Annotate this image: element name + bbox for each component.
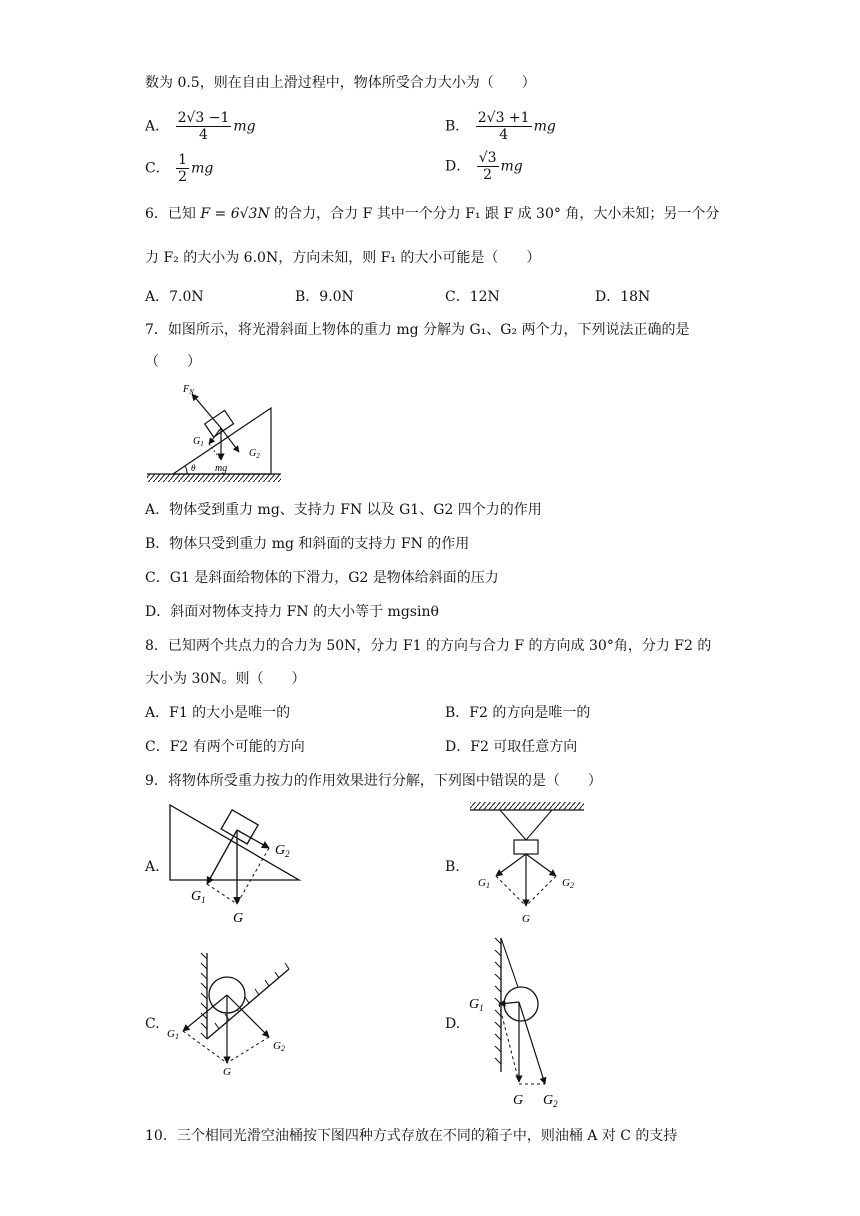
q8-stem-line2: 大小为 30N。则（ ）: [145, 671, 306, 687]
q7-option-c[interactable]: C．G1 是斜面给物体的下滑力，G2 是物体给斜面的压力: [145, 570, 499, 586]
option-label: C．: [145, 160, 170, 177]
ground-hatch: [147, 474, 281, 482]
block: [514, 840, 538, 854]
q9-option-a-label[interactable]: A.: [145, 859, 160, 875]
q9-figure-c[interactable]: [165, 945, 300, 1075]
wall-hatch: [201, 953, 207, 1039]
dashed-guide: [526, 876, 556, 906]
q9-figure-b[interactable]: [462, 800, 592, 930]
numerator: 1: [178, 152, 188, 168]
fraction: [476, 110, 532, 143]
q7-incline-figure: [145, 378, 285, 490]
g-label: G: [223, 1066, 231, 1075]
q8-option-b[interactable]: B．F2 的方向是唯一的: [445, 705, 591, 721]
dashed-guide: [496, 876, 526, 906]
q6-stem-prefix: 6．已知: [145, 206, 201, 222]
q5-option-a[interactable]: [145, 110, 256, 143]
dashed-guide: [227, 1037, 269, 1063]
g-label: G: [522, 913, 530, 925]
ball: [504, 987, 538, 1021]
q9-stem: 9．将物体所受重力按力的作用效果进行分解，下列图中错误的是（ ）: [145, 773, 602, 789]
q8-option-a[interactable]: A．F1 的大小是唯一的: [145, 705, 291, 721]
denominator: 2: [178, 169, 188, 185]
q6-option-d[interactable]: D．18N: [595, 289, 651, 305]
g2-label: G2: [273, 1040, 285, 1053]
ceiling-hatch: [470, 802, 584, 810]
numerator: √3: [478, 150, 497, 166]
numerator: 2√3 +1: [477, 110, 530, 126]
g1-arrow: [183, 995, 227, 1031]
dashed-guide: [207, 884, 237, 904]
theta-label: θ: [191, 463, 196, 473]
mg-label: mg: [215, 463, 228, 474]
q9-figure-d[interactable]: [465, 932, 580, 1112]
g1-arrow: [496, 854, 526, 876]
denominator: 4: [499, 127, 509, 143]
q6-stem-line2: 力 F₂ 的大小为 6.0N，方向未知，则 F₁ 的大小可能是（ ）: [145, 250, 541, 266]
q9-option-b-label[interactable]: B.: [445, 859, 460, 875]
g-label: G: [513, 1093, 524, 1108]
option-unit: mg: [233, 118, 256, 135]
wall-hatch: [495, 938, 501, 1064]
q9-figure-a[interactable]: [165, 800, 305, 930]
dashed-guide: [237, 848, 269, 904]
q10-stem: 10．三个相同光滑空油桶按下图四种方式存放在不同的箱子中，则油桶 A 对 C 的支持: [145, 1128, 678, 1144]
q8-stem-line1: 8．已知两个共点力的合力为 50N，分力 F1 的方向与合力 F 的方向成 30°角，分力 F2 的: [145, 638, 712, 654]
q9-option-c-label[interactable]: C.: [145, 1016, 160, 1032]
rope-left: [500, 810, 526, 840]
q5-option-c[interactable]: [145, 152, 213, 185]
g-label: G: [233, 911, 244, 926]
rope-right: [526, 810, 552, 840]
q5-option-d[interactable]: [445, 150, 523, 183]
g1-label: G1: [167, 1028, 179, 1041]
q7-option-a[interactable]: A．物体受到重力 mg、支持力 FN 以及 G1、G2 四个力的作用: [145, 502, 542, 518]
option-label: B．: [445, 118, 470, 135]
option-label: D．: [445, 158, 471, 175]
q8-option-c[interactable]: C．F2 有两个可能的方向: [145, 739, 305, 755]
g2-label: $G_2$: [275, 843, 290, 859]
denominator: 2: [483, 167, 493, 183]
q7-option-d[interactable]: D．斜面对物体支持力 FN 的大小等于 mgsinθ: [145, 604, 439, 620]
angle-arc: [185, 466, 187, 474]
q7-option-b[interactable]: B．物体只受到重力 mg 和斜面的支持力 FN 的作用: [145, 536, 470, 552]
g2-label: G2: [562, 877, 574, 890]
option-label: A．: [145, 118, 170, 135]
g1-label: $G_1$: [193, 436, 204, 448]
g1-label: G1: [478, 877, 490, 890]
q9-option-d-label[interactable]: D.: [445, 1016, 461, 1032]
q6-option-c[interactable]: C．12N: [445, 289, 500, 305]
fn-label: $F_N$: [183, 384, 194, 396]
g1-label: $G_1$: [469, 997, 484, 1013]
fraction: [477, 150, 499, 183]
q6-option-b[interactable]: B．9.0N: [295, 289, 354, 305]
denominator: 4: [199, 127, 208, 143]
g2-arrow: [526, 854, 556, 876]
q7-stem-line1: 7．如图所示，将光滑斜面上物体的重力 mg 分解为 G₁、G₂ 两个力，下列说法正确的是: [145, 322, 690, 338]
g1-arrow: [207, 830, 237, 884]
q6-resultant-formula: F = 6√3N: [200, 206, 270, 222]
option-unit: mg: [533, 118, 556, 135]
dashed-guide: [183, 1031, 227, 1063]
g1-label: $G_1$: [191, 889, 206, 905]
option-unit: mg: [191, 160, 214, 177]
numerator: 2√3 −1: [177, 110, 230, 126]
continued-question-text: 数为 0.5，则在自由上滑过程中，物体所受合力大小为（ ）: [145, 75, 536, 91]
q5-option-b[interactable]: [445, 110, 556, 143]
g2-label: $G_2$: [543, 1093, 558, 1109]
rope: [501, 938, 519, 990]
q7-stem-line2: （ ）: [145, 354, 201, 370]
g2-label: $G_2$: [249, 448, 260, 460]
q6-stem-rest: 的合力，合力 F 其中一个分力 F₁ 跟 F 成 30° 角，大小未知；另一个分: [269, 206, 720, 222]
q6-option-a[interactable]: A．7.0N: [145, 289, 204, 305]
fraction: [176, 110, 232, 143]
q8-option-d[interactable]: D．F2 可取任意方向: [445, 739, 578, 755]
q6-stem-line1: [145, 204, 719, 224]
fraction: [176, 152, 189, 185]
option-unit: mg: [500, 158, 523, 175]
